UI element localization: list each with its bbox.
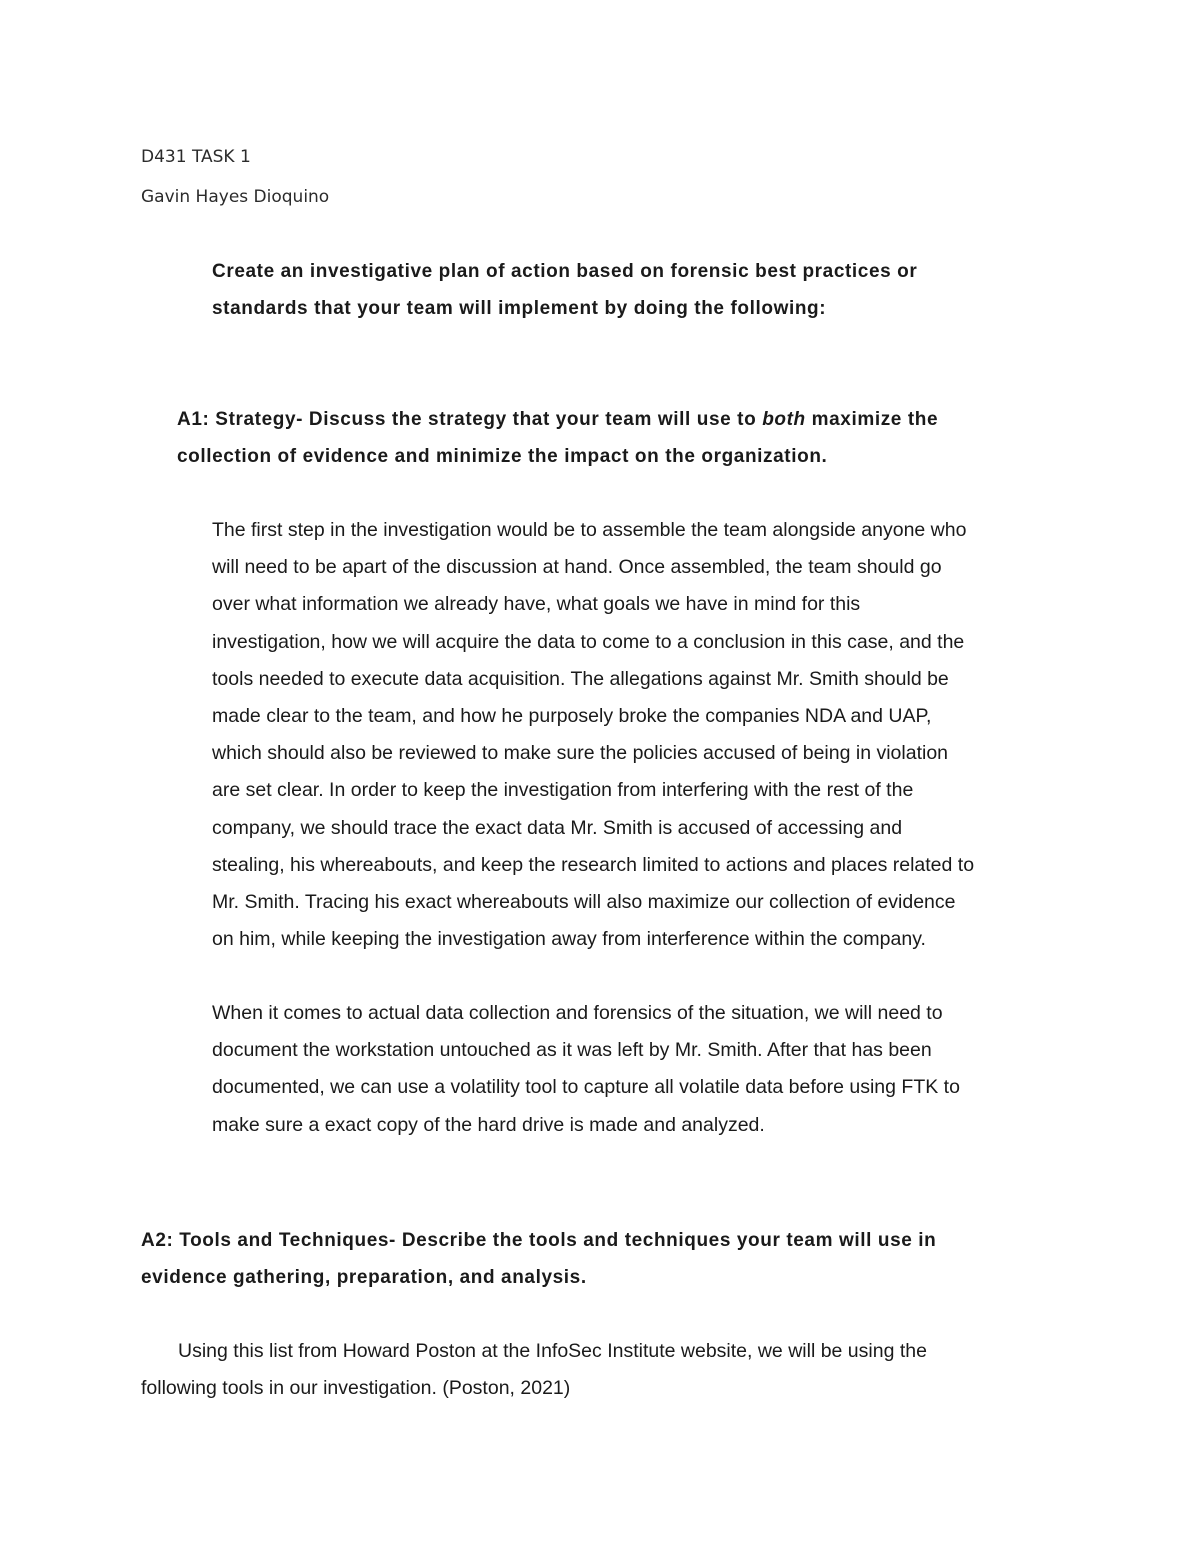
heading-line: A2: Tools and Techniques- Describe the tools and techniques your team will use in	[141, 1230, 937, 1251]
section-a2-heading	[141, 1222, 936, 1296]
paragraph-line: make sure a exact copy of the hard drive is made and analyzed.	[212, 1113, 765, 1136]
paragraph-line: which should also be reviewed to make sure the policies accused of being in violation	[212, 742, 949, 765]
paragraph-line: documented, we can use a volatility tool to capture all volatile data before using FTK to	[212, 1076, 960, 1099]
paragraph-line	[141, 1333, 927, 1370]
heading-text: maximize the	[805, 409, 939, 430]
heading-line	[177, 401, 938, 438]
paragraph-text: Using this list from Howard Poston at the InfoSec Institute website, we will be using the	[178, 1340, 927, 1362]
paragraph-line: When it comes to actual data collection and forensics of the situation, we will need to	[212, 1002, 943, 1024]
section-a1-heading	[177, 401, 938, 475]
paragraph-line: on him, while keeping the investigation away from interference within the company.	[212, 928, 926, 951]
assignment-prompt	[212, 253, 917, 327]
paragraph-line: will need to be apart of the discussion at hand. Once assembled, the team should go	[212, 556, 942, 579]
author-name: Gavin Hayes Dioquino	[141, 187, 330, 207]
paragraph-line: following tools in our investigation. (Poston, 2021)	[141, 1377, 571, 1400]
heading-line: collection of evidence and minimize the impact on the organization.	[177, 446, 828, 467]
course-task-label: D431 TASK 1	[141, 147, 251, 167]
paragraph-line: over what information we already have, what goals we have in mind for this	[212, 593, 861, 616]
paragraph-line: The first step in the investigation would be to assemble the team alongside anyone who	[212, 519, 967, 541]
paragraph-line: document the workstation untouched as it was left by Mr. Smith. After that has been	[212, 1039, 932, 1062]
a1-paragraph-collection	[212, 995, 960, 1144]
paragraph-line: tools needed to execute data acquisition. The allegations against Mr. Smith should be	[212, 667, 949, 690]
paragraph-line: made clear to the team, and how he purposely broke the companies NDA and UAP,	[212, 705, 932, 728]
heading-line: evidence gathering, preparation, and analysis.	[141, 1267, 587, 1288]
paragraph-line: company, we should trace the exact data Mr. Smith is accused of accessing and	[212, 816, 903, 839]
heading-text: A1: Strategy- Discuss the strategy that your team will use to	[177, 409, 763, 430]
paragraph-line: are set clear. In order to keep the investigation from interfering with the rest of the	[212, 779, 914, 802]
prompt-line: Create an investigative plan of action based on forensic best practices or	[212, 261, 918, 282]
paragraph-line: Mr. Smith. Tracing his exact whereabouts will also maximize our collection of evidence	[212, 891, 956, 914]
paragraph-line: stealing, his whereabouts, and keep the research limited to actions and places related to	[212, 853, 975, 876]
emphasis-word: both	[762, 409, 806, 430]
a2-paragraph	[141, 1333, 927, 1407]
paragraph-line: investigation, how we will acquire the data to come to a conclusion in this case, and the	[212, 630, 965, 653]
prompt-line: standards that your team will implement by doing the following:	[212, 298, 827, 319]
a1-paragraph-strategy	[212, 512, 974, 958]
